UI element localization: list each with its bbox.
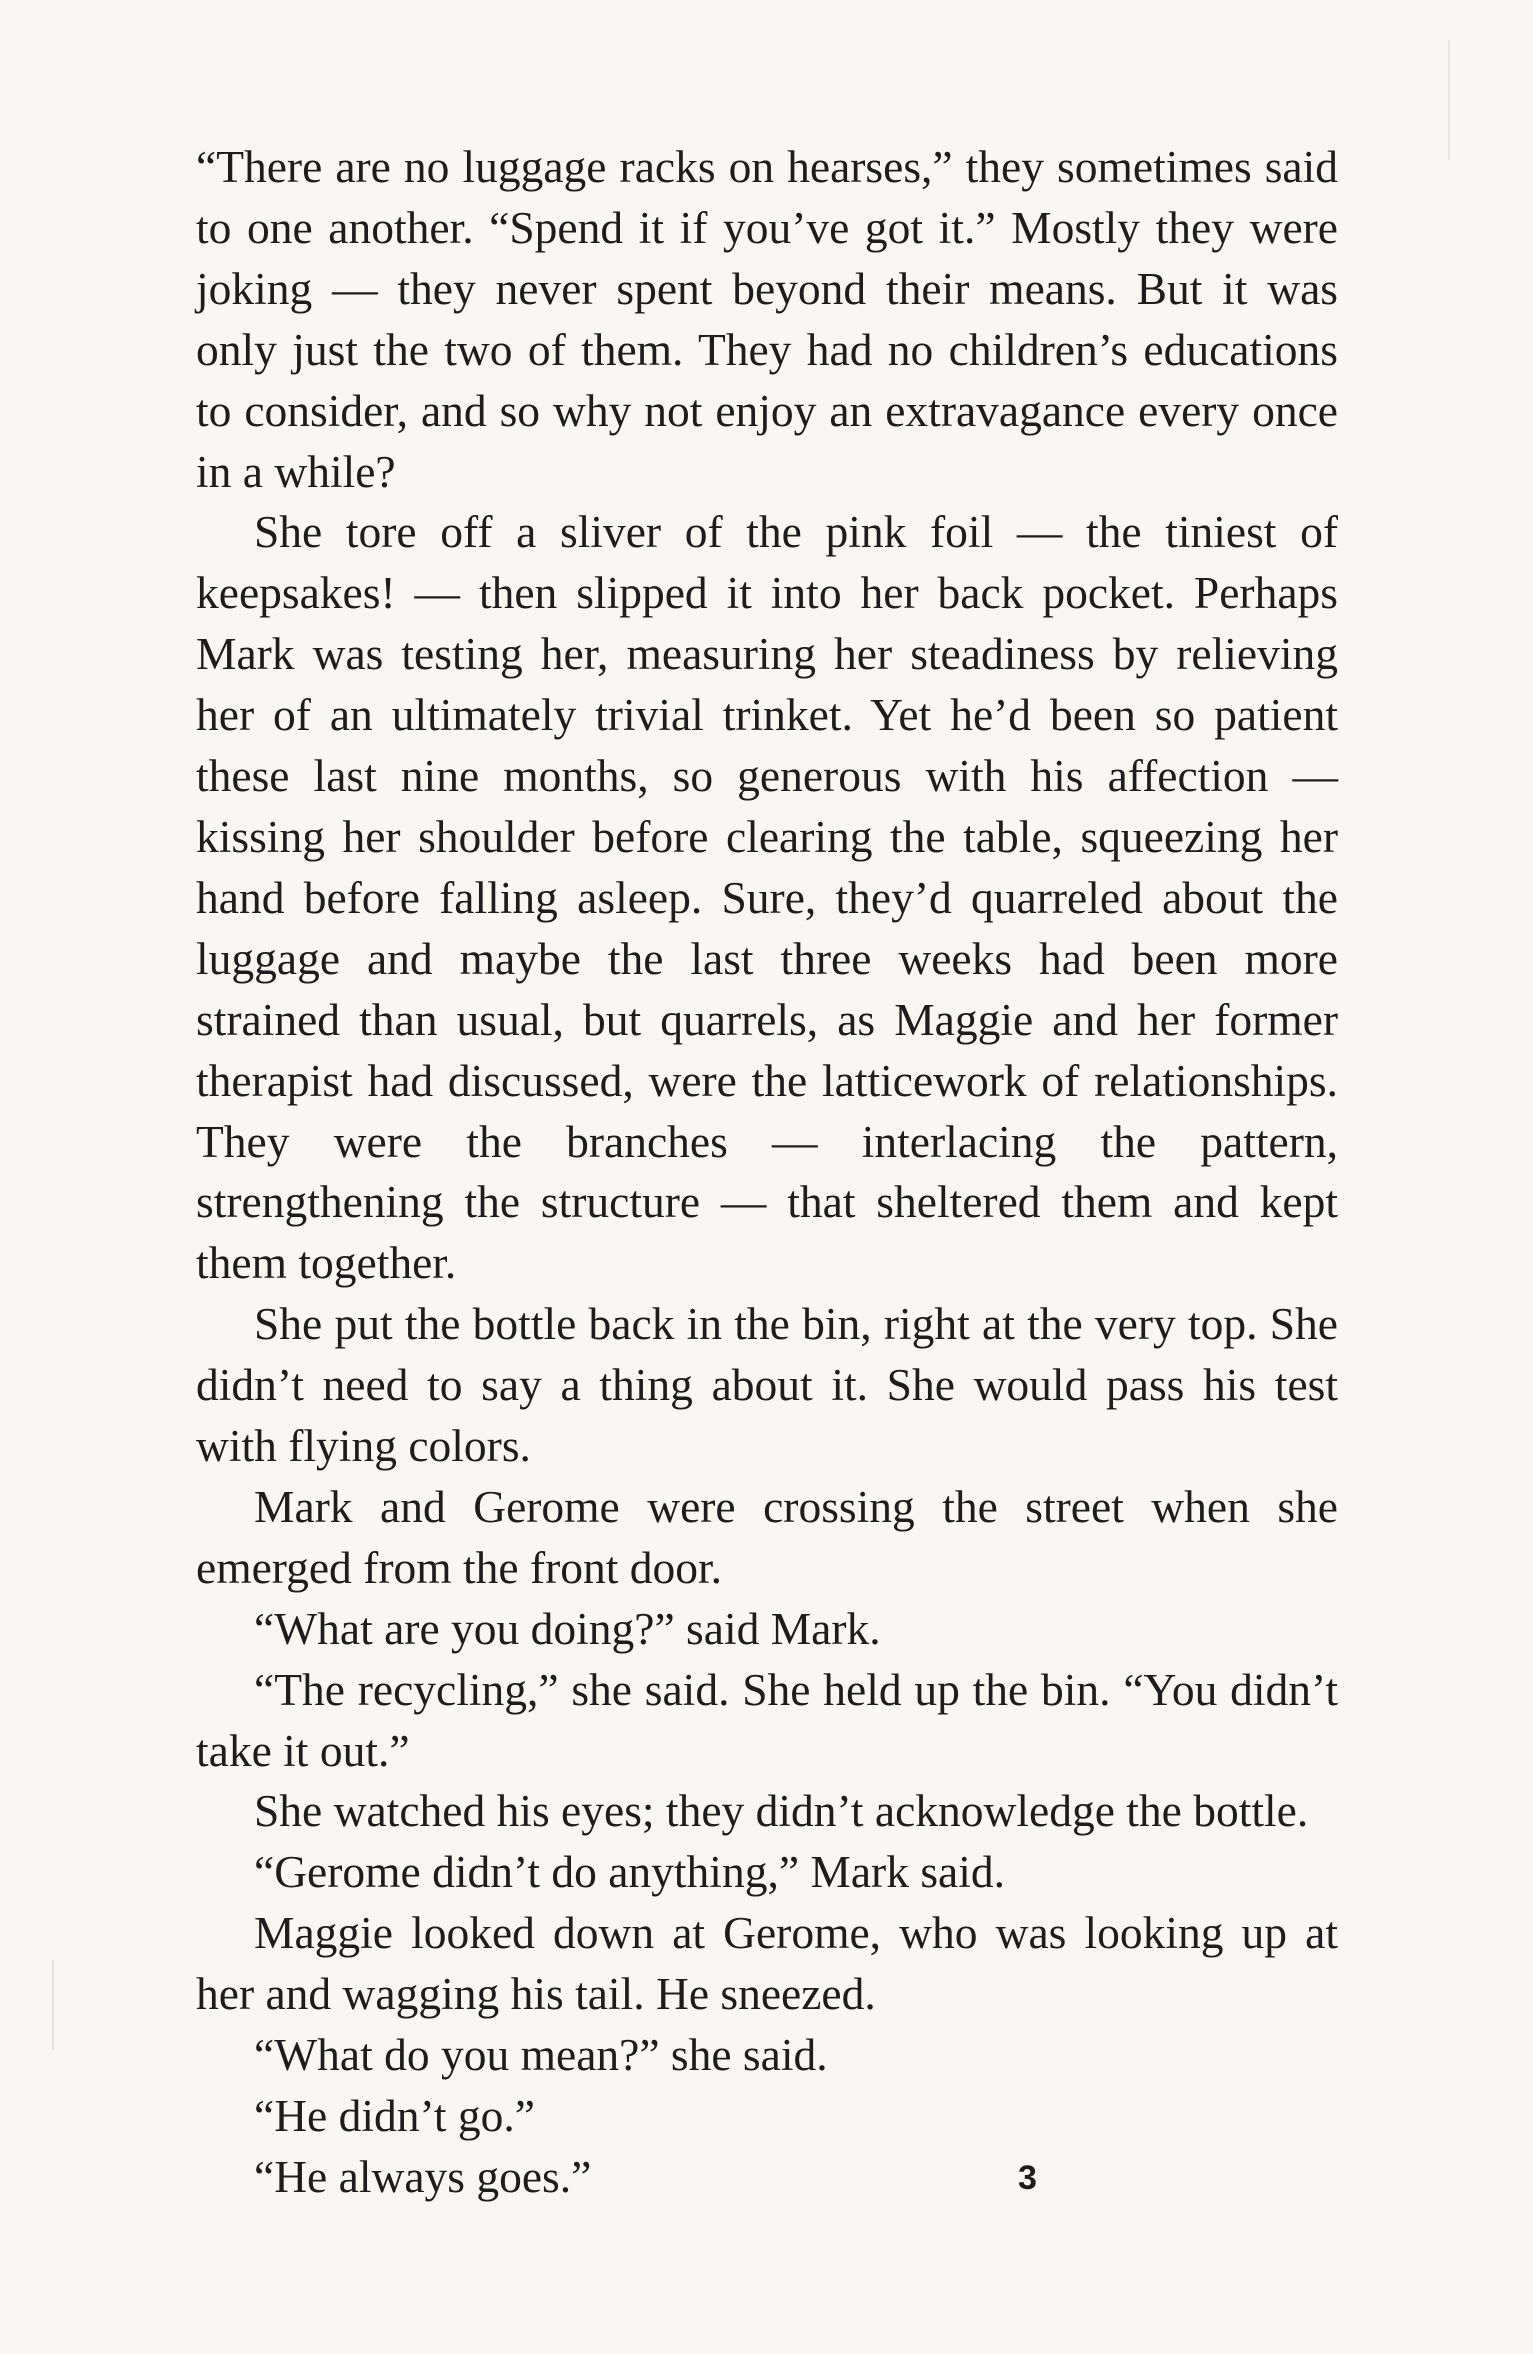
paragraph-4: Mark and Gerome were crossing the street when she emerged from the front door. [196,1480,1338,1593]
paragraph-9: Maggie looked down at Gerome, who was looking up at her and wagging his tail. He sneezed. [196,1907,1338,2020]
paragraph-11: “He didn’t go.” [254,2090,535,2141]
paragraph-1: “There are no luggage racks on hearses,” they sometimes said to one another. “Spend it if you’ve got it.” Mostly they were joking — they never spent beyond their means. But it was only just the two of them. They had no children’s educations to consider, and so why not enjoy an extravagance every once in a while? [196,141,1338,497]
paragraph-3: She put the bottle back in the bin, right at the very top. She didn’t need to say a thing about it. She would pass his test with flying colors. [196,1298,1338,1472]
scan-line-right [1448,40,1450,160]
paragraph-8: “Gerome didn’t do anything,” Mark said. [254,1846,1005,1898]
paragraph-6: “The recycling,” she said. She held up the bin. “You didn’t take it out.” [196,1663,1338,1776]
paragraph-7: She watched his eyes; they didn’t acknowledge the bottle. [254,1785,1309,1837]
paragraph-2: She tore off a sliver of the pink foil — the tiniest of keepsakes! — then slipped it into her back pocket. Perhaps Mark was testing her, measuring her steadiness by relieving her of an ultimately trivial trinket. Yet he’d been so patient these last nine months, so generous with his affection — kissing her shoulder before clearing the table, squeezing her hand before falling asleep. Sure, they’d quarreled about the luggage and maybe the last three weeks had been more strained than usual, but quarrels, as Maggie and her former therapist had discussed, were the latticework of relationships. They were the branches — interlacing the pattern, strengthening the structure — that sheltered them and kept them together. [196,506,1338,1289]
paragraph-10: “What do you mean?” she said. [254,2029,828,2081]
page-number: 3 [1018,2159,1037,2197]
paragraph-12: “He always goes.” [254,2150,592,2202]
scan-line-left [52,1960,54,2050]
body-text [196,137,1338,2208]
paragraph-5: “What are you doing?” said Mark. [254,1602,881,1654]
